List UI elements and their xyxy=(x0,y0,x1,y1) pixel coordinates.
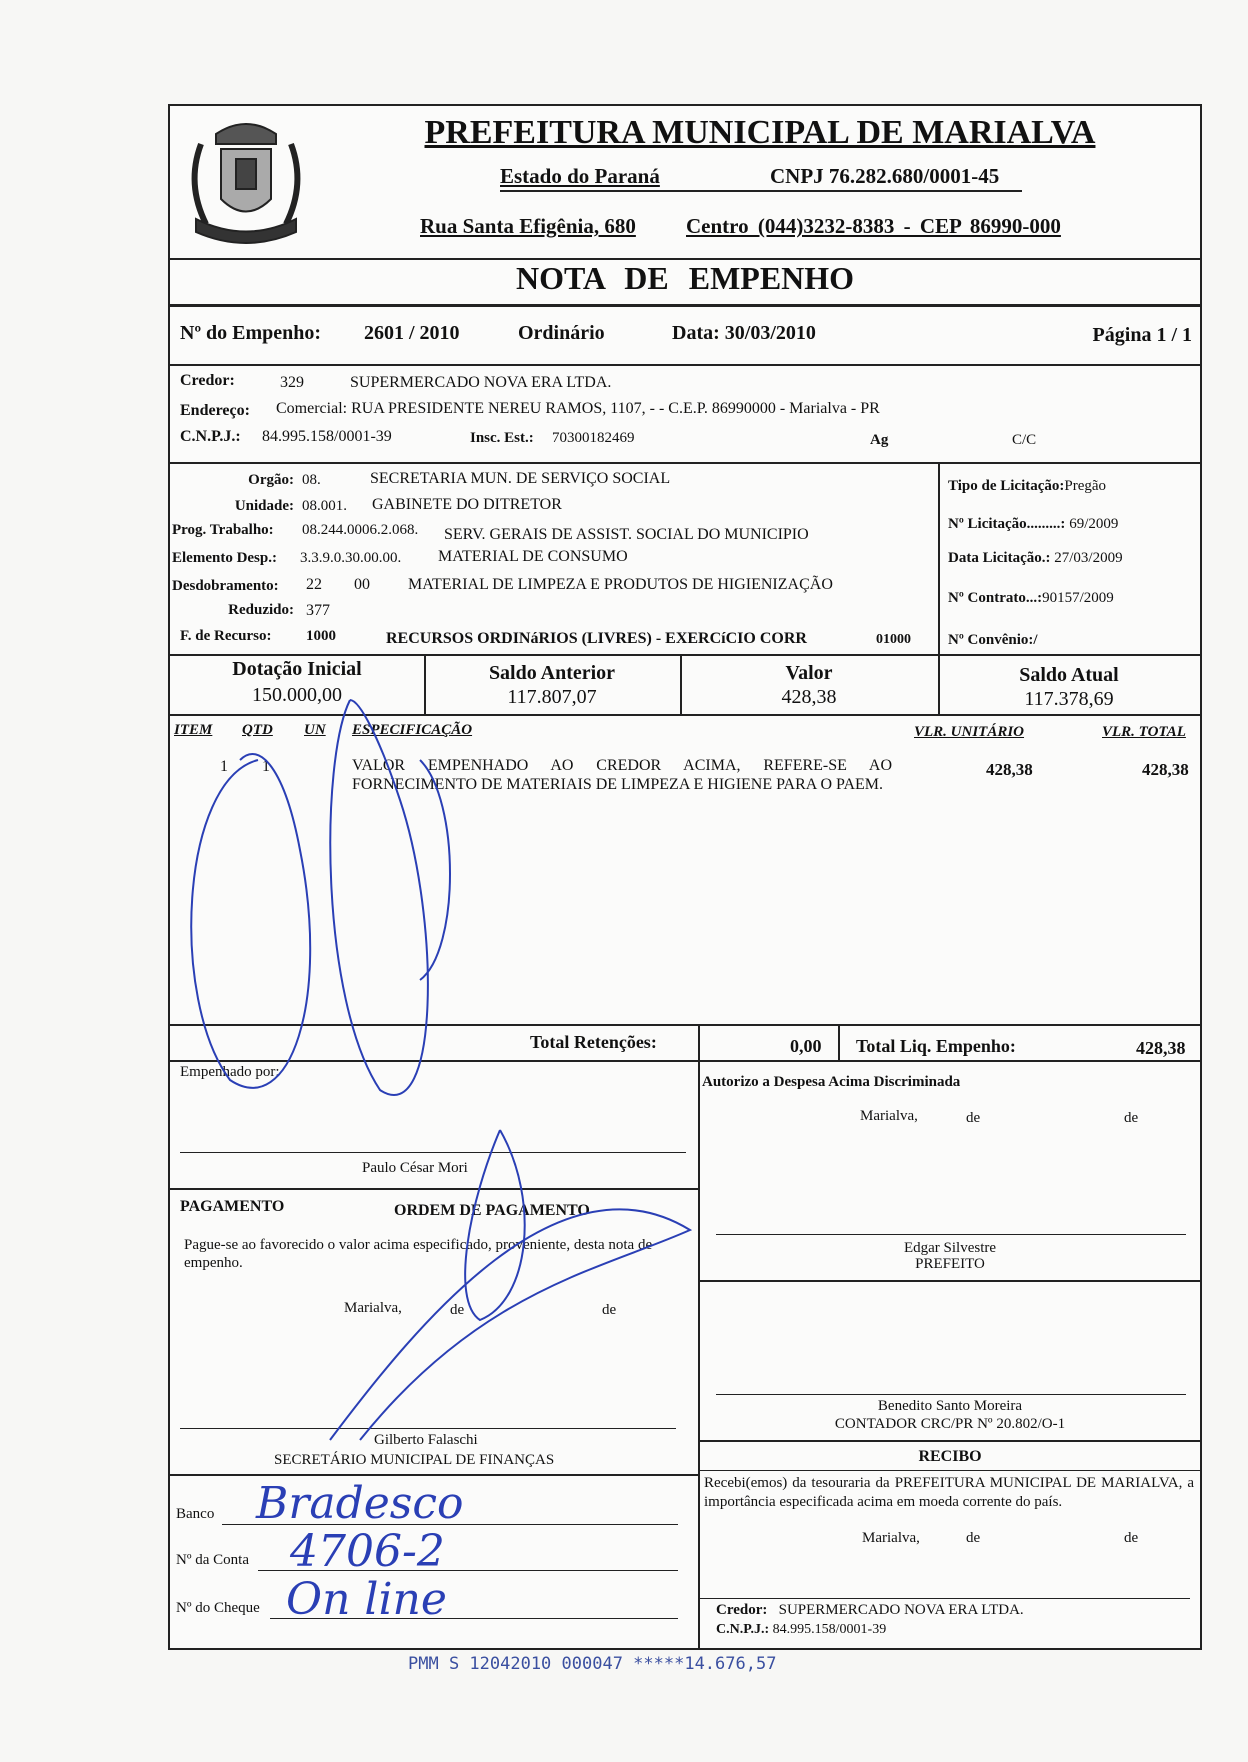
header-un: UN xyxy=(304,722,326,738)
address-rest: Centro (044)3232-8383 - CEP 86990-000 xyxy=(686,214,1061,238)
item-unit-value: 428,38 xyxy=(986,760,1033,779)
ordem-pagamento-title: ORDEM DE PAGAMENTO xyxy=(394,1202,590,1219)
conta-corrente-label: C/C xyxy=(1012,432,1037,448)
orgao-value: SECRETARIA MUN. DE SERVIÇO SOCIAL xyxy=(370,470,671,487)
item-qty: 1 xyxy=(262,758,270,775)
recibo-de-1: de xyxy=(966,1530,981,1546)
elemento-code: 3.3.9.0.30.00.00. xyxy=(300,550,402,566)
autorizo-de-1: de xyxy=(966,1110,981,1126)
recurso-code-2: 01000 xyxy=(876,632,911,647)
unidade-code: 08.001. xyxy=(302,498,347,514)
empenhado-por-name: Paulo César Mori xyxy=(362,1160,468,1176)
autorizo-city: Marialva, xyxy=(860,1108,918,1124)
endereco-label: Endereço: xyxy=(180,402,250,419)
state-label: Estado do Paraná xyxy=(500,164,660,188)
desdobramento-sub: 00 xyxy=(354,576,370,593)
item-number: 1 xyxy=(220,758,228,775)
cnpj-credor-label: C.N.P.J.: xyxy=(180,428,241,445)
total-liquido-value: 428,38 xyxy=(1136,1038,1186,1058)
conta-label: Nº da Conta xyxy=(176,1552,249,1568)
unidade-label: Unidade: xyxy=(234,498,294,514)
saldo-anterior-label: Saldo Anterior xyxy=(488,662,616,684)
recibo-text: Recebi(emos) da tesouraria da PREFEITURA MUNICIPAL DE MARIALVA, a importância especificada acima em moeda corrente do país. xyxy=(704,1475,1194,1510)
insc-value: 70300182469 xyxy=(552,430,635,446)
valor-value: 428,38 xyxy=(781,686,837,708)
prog-trabalho-label: Prog. Trabalho: xyxy=(172,522,274,538)
desdobramento-value: MATERIAL DE LIMPEZA E PRODUTOS DE HIGIENIZAÇÃO xyxy=(408,576,833,593)
dotacao-inicial-label: Dotação Inicial xyxy=(232,658,362,680)
handwritten-cheque: On line xyxy=(286,1574,447,1625)
pagamento-de-1: de xyxy=(450,1302,465,1318)
header-especificacao: ESPECIFICAÇÃO xyxy=(352,722,473,738)
autorizo-de-2: de xyxy=(1124,1110,1139,1126)
prefeito-role: PREFEITO xyxy=(915,1256,985,1272)
autorizo-title: Autorizo a Despesa Acima Discriminada xyxy=(702,1074,961,1090)
orgao-code: 08. xyxy=(302,472,321,488)
handwritten-banco: Bradesco xyxy=(256,1478,464,1529)
page-title: PREFEITURA MUNICIPAL DE MARIALVA xyxy=(424,114,1096,151)
item-total-value: 428,38 xyxy=(1142,760,1189,779)
prefeito-name: Edgar Silvestre xyxy=(903,1240,997,1256)
cnpj-label: CNPJ 76.282.680/0001-45 xyxy=(770,164,1000,188)
valor-label: Valor xyxy=(785,662,833,684)
prog-trabalho-code: 08.244.0006.2.068. xyxy=(302,522,419,538)
reduzido-label: Reduzido: xyxy=(228,602,294,618)
secretario-name: Gilberto Falaschi xyxy=(374,1432,478,1448)
empenhado-por-label: Empenhado por: xyxy=(180,1064,280,1080)
recurso-value: RECURSOS ORDINáRIOS (LIVRES) - EXERCíCIO CORR xyxy=(386,630,807,647)
tipo-licitacao: Tipo de Licitação:Pregão xyxy=(948,478,1107,494)
recurso-code: 1000 xyxy=(306,628,336,644)
endereco-value: Comercial: RUA PRESIDENTE NEREU RAMOS, 1107, - - C.E.P. 86990000 - Marialva - PR xyxy=(276,400,880,417)
item-description: VALOR EMPENHADO AO CREDOR ACIMA, REFERE-SE AO FORNECIMENTO DE MATERIAIS DE LIMPEZA E HIGIENE PARA O PAEM. xyxy=(352,757,892,793)
orgao-label: Orgão: xyxy=(248,472,294,488)
ordem-pagamento-text: Pague-se ao favorecido o valor acima especificado, proveniente, desta nota de empenho. xyxy=(184,1237,653,1271)
empenho-number: 2601 / 2010 xyxy=(364,322,460,344)
unidade-value: GABINETE DO DITRETOR xyxy=(372,496,562,513)
recibo-cnpj: C.N.P.J.: 84.995.158/0001-39 xyxy=(716,1622,887,1637)
header-item: ITEM xyxy=(174,722,213,738)
numero-licitacao: Nº Licitação.........: 69/2009 xyxy=(948,516,1119,532)
empenho-number-label: Nº do Empenho: xyxy=(180,322,322,344)
street-address: Rua Santa Efigênia, 680 xyxy=(420,214,636,238)
desdobramento-label: Desdobramento: xyxy=(172,578,279,594)
credor-label: Credor: xyxy=(180,372,235,389)
agencia-label: Ag xyxy=(870,432,889,448)
saldo-atual-value: 117.378,69 xyxy=(1024,688,1114,710)
credor-name: SUPERMERCADO NOVA ERA LTDA. xyxy=(350,374,612,391)
numero-convenio: Nº Convênio:/ xyxy=(948,632,1038,648)
document-title: NOTA DE EMPENHO xyxy=(515,260,855,296)
recibo-de-2: de xyxy=(1124,1530,1139,1546)
handwritten-conta: 4706-2 xyxy=(290,1526,445,1577)
empenho-date: Data: 30/03/2010 xyxy=(672,322,816,344)
payment-stamp: PMM S 12042010 000047 *****14.676,57 xyxy=(408,1654,777,1674)
pagamento-de-2: de xyxy=(602,1302,617,1318)
prog-trabalho-value: SERV. GERAIS DE ASSIST. SOCIAL DO MUNICIPIO xyxy=(444,526,809,543)
recibo-city: Marialva, xyxy=(862,1530,920,1546)
reduzido-value: 377 xyxy=(306,602,330,619)
recibo-credor: Credor: SUPERMERCADO NOVA ERA LTDA. xyxy=(716,1602,1024,1618)
data-licitacao: Data Licitação.: 27/03/2009 xyxy=(948,550,1123,566)
saldo-anterior-value: 117.807,07 xyxy=(507,686,597,708)
insc-label: Insc. Est.: xyxy=(470,430,534,446)
contador-role: CONTADOR CRC/PR Nº 20.802/O-1 xyxy=(834,1416,1066,1432)
page-number: Página 1 / 1 xyxy=(1092,324,1192,346)
dotacao-inicial-value: 150.000,00 xyxy=(252,684,342,706)
saldo-atual-label: Saldo Atual xyxy=(1019,664,1119,686)
elemento-value: MATERIAL DE CONSUMO xyxy=(438,548,628,565)
header-vlr-unitario: VLR. UNITÁRIO xyxy=(914,724,1025,740)
total-retencoes-value: 0,00 xyxy=(790,1036,822,1056)
banco-label: Banco xyxy=(176,1506,215,1522)
recibo-title: RECIBO xyxy=(918,1448,982,1465)
secretario-role: SECRETÁRIO MUNICIPAL DE FINANÇAS xyxy=(274,1452,555,1468)
pagamento-title: PAGAMENTO xyxy=(180,1198,285,1215)
header-qtd: QTD xyxy=(242,722,273,738)
recurso-label: F. de Recurso: xyxy=(180,628,272,644)
cnpj-credor-value: 84.995.158/0001-39 xyxy=(262,428,392,445)
elemento-label: Elemento Desp.: xyxy=(172,550,277,566)
numero-contrato: Nº Contrato...:90157/2009 xyxy=(948,590,1114,606)
credor-code: 329 xyxy=(280,374,304,391)
header-vlr-total: VLR. TOTAL xyxy=(1102,724,1186,740)
contador-name: Benedito Santo Moreira xyxy=(877,1398,1023,1414)
empenho-type: Ordinário xyxy=(518,322,605,344)
total-liquido-label: Total Liq. Empenho: xyxy=(856,1036,1016,1056)
pagamento-city: Marialva, xyxy=(344,1300,402,1316)
cheque-label: Nº do Cheque xyxy=(176,1600,260,1616)
total-retencoes-label: Total Retenções: xyxy=(530,1032,657,1052)
desdobramento-code: 22 xyxy=(306,576,322,593)
